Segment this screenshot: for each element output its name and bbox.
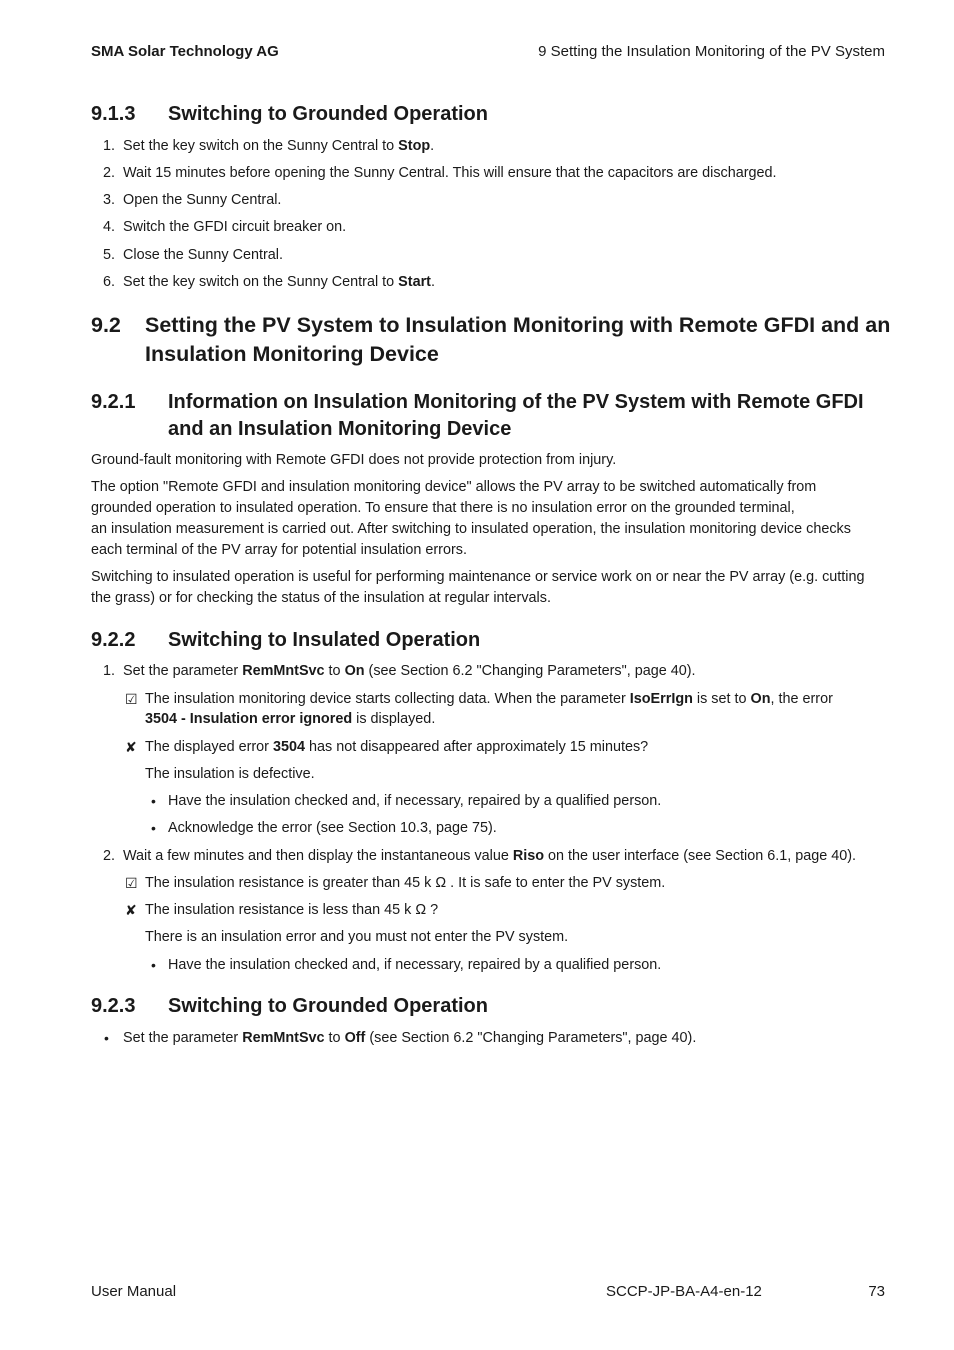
parameter-value: Off <box>344 1030 366 1046</box>
heading-9-2-2 <box>91 627 891 654</box>
step-text: (see Section 6.2 "Changing Parameters", page 40). <box>365 1030 697 1046</box>
header-company: SMA Solar Technology AG <box>91 43 279 60</box>
section-title-line2: and an Insulation Monitoring Device <box>168 418 512 440</box>
step-text: Switch the GFDI circuit breaker on. <box>123 219 347 235</box>
step-text: Wait a few minutes and then display the instantaneous value <box>123 848 513 864</box>
list-item <box>103 245 283 265</box>
step-text: Set the key switch on the Sunny Central to <box>123 274 399 290</box>
parameter-value: On <box>344 663 365 679</box>
section-title: Switching to Grounded Operation <box>168 103 488 125</box>
step-number: 2. <box>103 848 116 864</box>
list-item <box>103 190 282 210</box>
result-text: The insulation monitoring device starts collecting data. When the parameter <box>145 691 630 707</box>
step-text: (see Section 6.2 "Changing Parameters", page 40). <box>364 663 696 679</box>
paragraph-line: an insulation measurement is carried out. After switching to insulated operation, the insulation monitoring device checks <box>91 521 851 537</box>
action-item <box>151 818 497 838</box>
paragraph-line: each terminal of the PV array for potential insulation errors. <box>91 542 467 558</box>
result-error <box>125 900 439 920</box>
step-text: to <box>324 1030 345 1046</box>
action-text: Have the insulation checked and, if necessary, repaired by a qualified person. <box>168 957 662 973</box>
paragraph-line: Switching to insulated operation is useful for performing maintenance or service work on or near the PV array (e.g. cutting <box>91 569 865 585</box>
action-item <box>151 955 662 975</box>
step-number: 5. <box>103 247 116 263</box>
step-text: Wait 15 minutes before opening the Sunny Central. This will ensure that the capacitors are discharged. <box>123 165 777 181</box>
heading-9-1-3 <box>91 101 891 128</box>
result-text: , the error <box>770 691 833 707</box>
list-item <box>103 272 435 292</box>
paragraph-line: The option "Remote GFDI and insulation monitoring device" allows the PV array to be switched automatically from <box>91 479 817 495</box>
result-note: The insulation is defective. <box>145 766 315 782</box>
paragraph-line: the grass) or for checking the status of the insulation at regular intervals. <box>91 590 551 606</box>
action-text: Have the insulation checked and, if necessary, repaired by a qualified person. <box>168 793 662 809</box>
cross-icon: ✘ <box>125 902 137 918</box>
step-number: 4. <box>103 219 116 235</box>
step-text: Set the key switch on the Sunny Central to <box>123 138 399 154</box>
action-item <box>151 791 662 811</box>
result-text: is displayed. <box>352 711 436 727</box>
parameter-name: Riso <box>512 848 545 864</box>
step-text: . <box>430 274 435 290</box>
result-ok <box>125 873 666 893</box>
list-item <box>103 846 857 866</box>
paragraph-line: grounded operation to insulated operation. To ensure that there is no insulation error on the grounded terminal, <box>91 500 795 516</box>
result-error <box>125 737 649 757</box>
heading-9-2-1 <box>91 389 891 443</box>
result-text: The insulation resistance is less than 45 k Ω ? <box>145 902 439 918</box>
step-text: . <box>430 138 435 154</box>
parameter-name: IsoErrIgn <box>629 691 693 707</box>
result-text: is set to <box>692 691 751 707</box>
list-item <box>103 661 696 681</box>
step-number: 1. <box>103 663 116 679</box>
parameter-name: RemMntSvc <box>242 1030 325 1046</box>
step-text: on the user interface (see Section 6.1, page 40). <box>544 848 857 864</box>
step-number: 2. <box>103 165 116 181</box>
cross-icon: ✘ <box>125 739 137 755</box>
paragraph <box>91 477 891 561</box>
section-title-line1: Information on Insulation Monitoring of the PV System with Remote GFDI <box>168 391 864 413</box>
step-bold: Start <box>398 274 431 290</box>
section-title: Switching to Grounded Operation <box>168 995 488 1017</box>
section-number: 9.2 <box>91 313 121 337</box>
header-chapter: 9 Setting the Insulation Monitoring of the PV System <box>538 43 885 60</box>
bullet-icon: • <box>151 820 156 836</box>
bullet-icon: • <box>151 957 156 973</box>
step-text: Close the Sunny Central. <box>123 247 283 263</box>
parameter-name: RemMntSvc <box>242 663 325 679</box>
footer-doc-id: SCCP-JP-BA-A4-en-12 <box>606 1283 762 1300</box>
page-number: 73 <box>868 1283 885 1300</box>
step-number: 1. <box>103 138 116 154</box>
list-item <box>103 163 777 183</box>
section-number: 9.1.3 <box>91 103 136 125</box>
list-item <box>103 136 435 156</box>
heading-9-2 <box>91 311 901 369</box>
section-title: Switching to Insulated Operation <box>168 629 481 651</box>
action-text: Acknowledge the error (see Section 10.3, page 75). <box>168 820 497 836</box>
step-text: Open the Sunny Central. <box>123 192 282 208</box>
parameter-value: On <box>750 691 771 707</box>
result-text: has not disappeared after approximately 15 minutes? <box>305 739 649 755</box>
result-note: There is an insulation error and you must not enter the PV system. <box>145 929 569 945</box>
bullet-icon: • <box>151 793 156 809</box>
step-text: to <box>324 663 345 679</box>
list-item <box>104 1028 697 1048</box>
section-number: 9.2.1 <box>91 391 136 413</box>
footer-left: User Manual <box>91 1283 177 1300</box>
bullet-icon: • <box>104 1030 109 1046</box>
step-text: Set the parameter <box>123 663 243 679</box>
section-number: 9.2.3 <box>91 995 136 1017</box>
error-code: 3504 <box>272 739 305 755</box>
paragraph: Ground-fault monitoring with Remote GFDI does not provide protection from injury. <box>91 452 617 468</box>
step-number: 6. <box>103 274 116 290</box>
step-number: 3. <box>103 192 116 208</box>
section-title-line1: Setting the PV System to Insulation Monitoring with Remote GFDI and an <box>145 313 891 337</box>
list-item <box>103 217 347 237</box>
step-text: Set the parameter <box>123 1030 243 1046</box>
result-text: The insulation resistance is greater than 45 k Ω . It is safe to enter the PV system. <box>145 875 666 891</box>
result-ok <box>125 689 890 729</box>
check-icon: ☑ <box>125 691 138 707</box>
error-message: 3504 - Insulation error ignored <box>145 711 353 727</box>
heading-9-2-3 <box>91 993 891 1020</box>
section-title-line2: Insulation Monitoring Device <box>145 342 439 366</box>
check-icon: ☑ <box>125 875 138 891</box>
step-bold: Stop <box>398 138 431 154</box>
result-text: The displayed error <box>145 739 273 755</box>
section-number: 9.2.2 <box>91 629 136 651</box>
paragraph <box>91 567 891 609</box>
